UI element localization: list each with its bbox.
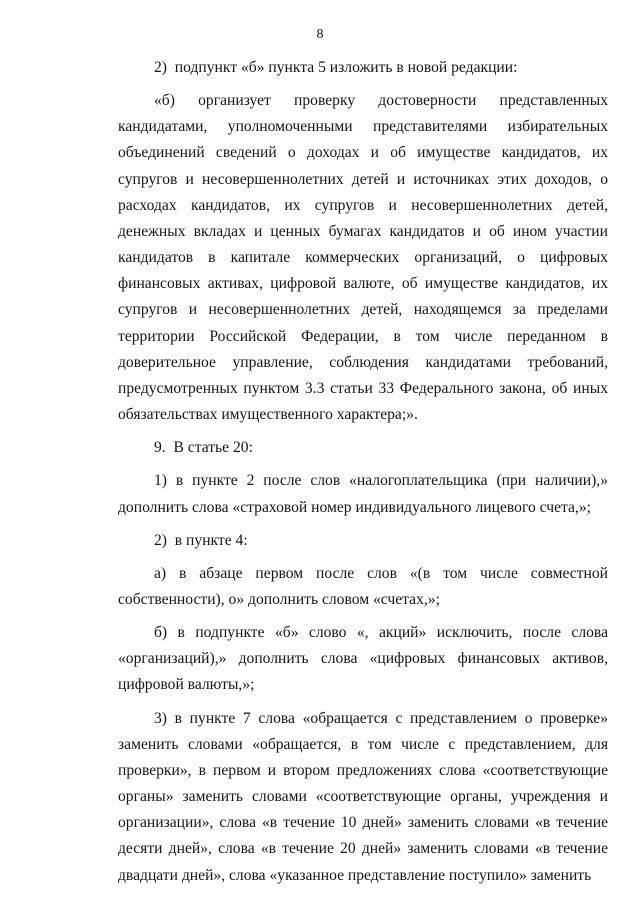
paragraph-item-1: 1) в пункте 2 после слов «налогоплательщика (при наличии),» дополнить слова «страховой номер индивидуального лицевого счета,»; [118,472,608,516]
paragraph-item-3: 3) в пункте 7 слова «обращается с представлением о проверке» заменить словами «обращается, в том числе с представлением, для проверки», в первом и втором предложениях слова «соответствующие органы» заменить словами «соответствующие органы, учреждения и организации», слова «в течение 10 дней» заменить словами «в течение десяти дней», слова «в течение 20 дней» заменить словами «в течение двадцати дней», слова «указанное представление поступило» заменить [118,709,608,884]
page-number: 8 [316,27,324,42]
paragraph-article-20: 9. В статье 20: [154,439,253,457]
paragraph-item-2: 2) в пункте 4: [154,531,248,549]
paragraph-item-b: б) в подпункте «б» слово «, акций» исключить, после слова «организаций),» дополнить слова «цифровых финансовых активов, цифровой валюты,»; [118,624,608,694]
document-body [118,55,608,889]
paragraph-subpoint-b-text: «б) организует проверку достоверности представленных кандидатами, уполномоченными представителями избирательных объединений сведений о доходах и об имуществе кандидатов, их супругов и несовершеннолетних детей и источниках этих доходов, о расходах кандидатов, их супругов и несовершеннолетних детей, денежных вкладах и ценных бумагах кандидатов и об ином участии кандидатов в капитале коммерческих организаций, о цифровых финансовых активах, цифровой валюте, об имуществе кандидатов, их супругов и несовершеннолетних детей, находящемся за пределами территории Российской Федерации, в том числе переданном в доверительное управление, соблюдения кандидатами требований, предусмотренных пунктом 3.3 статьи 33 Федерального закона, об иных обязательствах имущественного характера;». [118,92,608,424]
paragraph-subpoint-2: 2) подпункт «б» пункта 5 изложить в новой редакции: [154,59,518,76]
paragraph-item-a: а) в абзаце первом после слов «(в том числе совместной собственности), о» дополнить словом «счетах,»; [118,564,608,608]
